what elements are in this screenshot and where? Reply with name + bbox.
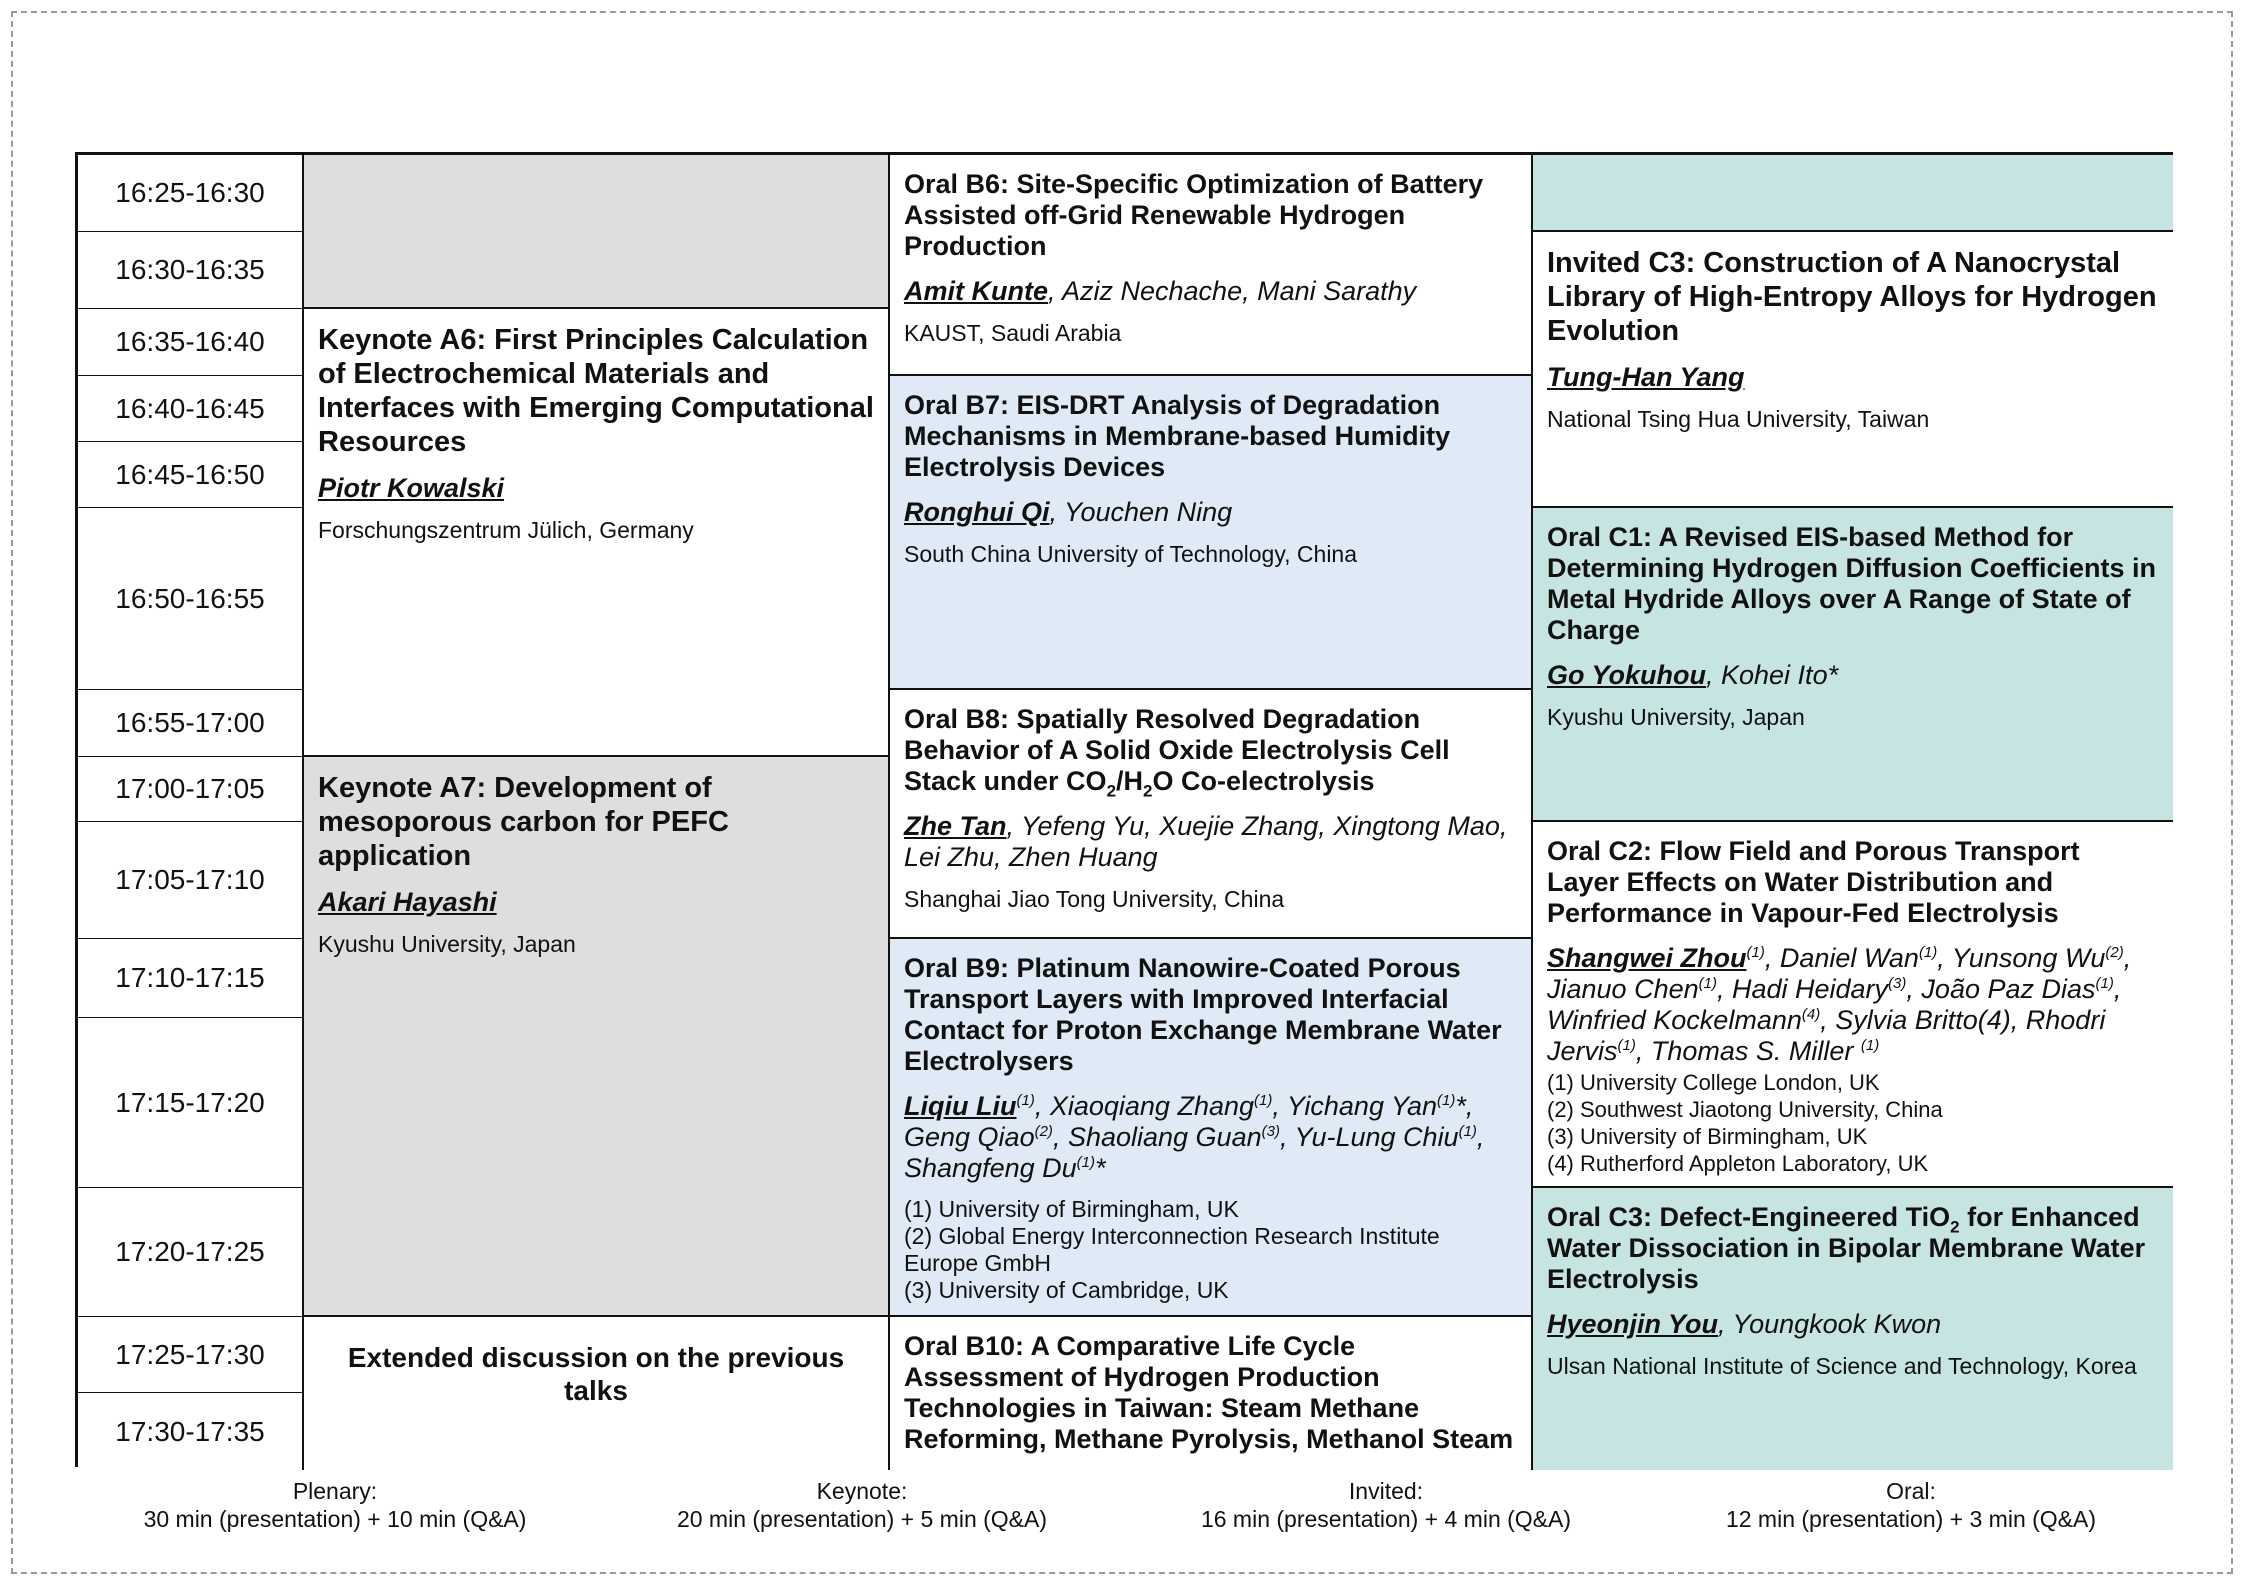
- coauthors: , Aziz Nechache, Mani Sarathy: [1048, 276, 1417, 306]
- subscript: 2: [1143, 781, 1153, 801]
- affiliation-marker: (1): [1918, 944, 1938, 961]
- time-slot: 17:10-17:15: [78, 939, 304, 1018]
- talk-affiliation: KAUST, Saudi Arabia: [904, 320, 1122, 346]
- legend-detail: 12 min (presentation) + 3 min (Q&A): [1725, 1506, 2097, 1532]
- time-slot: 17:00-17:05: [78, 757, 304, 822]
- talk-authors: [904, 276, 1517, 307]
- author-name: Yu-Lung Chiu: [1294, 1122, 1459, 1152]
- talk-authors: [1547, 362, 2159, 393]
- legend-plenary: [75, 1477, 595, 1533]
- author-name: Winfried Kockelmann: [1547, 1005, 1802, 1035]
- schedule-table: [75, 152, 2173, 1467]
- keynote-a7: [304, 757, 890, 1317]
- affiliation-line: (1) University College London, UK: [1547, 1070, 1880, 1095]
- coauthors: , Yefeng Yu, Xuejie Zhang, Xingtong Mao, Lei Zhu, Zhen Huang: [904, 811, 1508, 872]
- oral-b7: [890, 376, 1533, 690]
- author-separator: ,: [1937, 943, 1952, 973]
- author-separator: *: [1094, 1153, 1106, 1183]
- title-part: Oral B8: Spatially Resolved Degradation Behavior of A Solid Oxide Electrolysis Cell Stack under CO: [904, 704, 1450, 796]
- affiliation-marker: (1): [1698, 975, 1717, 992]
- talk-affiliation: Kyushu University, Japan: [1547, 704, 1805, 730]
- talk-affiliation: Forschungszentrum Jülich, Germany: [318, 517, 694, 543]
- oral-b9: [890, 939, 1533, 1317]
- talk-affiliation: Ulsan National Institute of Science and Technology, Korea: [1547, 1353, 2137, 1379]
- talk-authors: [904, 497, 1517, 528]
- affiliation-line: (4) Rutherford Appleton Laboratory, UK: [1547, 1151, 1929, 1176]
- legend-detail: 16 min (presentation) + 4 min (Q&A): [1200, 1506, 1572, 1532]
- talk-authors: [318, 473, 874, 504]
- affiliation-line: (1) University of Birmingham, UK: [904, 1196, 1239, 1222]
- affiliation-marker: (1): [1437, 1092, 1456, 1109]
- talk-title: [1547, 1202, 2159, 1295]
- talk-authors: [1547, 1309, 2159, 1340]
- presenter-name: Hyeonjin You: [1547, 1309, 1719, 1339]
- oral-c1: [1533, 508, 2173, 822]
- author-separator: ,: [1052, 1122, 1068, 1152]
- author-name: João Paz Dias: [1921, 974, 2096, 1004]
- title-part: /H: [1116, 766, 1144, 796]
- author-name: Jianuo Chen: [1547, 974, 1699, 1004]
- author-name: Yunsong Wu: [1951, 943, 2106, 973]
- talk-title: Oral B9: Platinum Nanowire-Coated Porous Transport Layers with Improved Interfacial Contact for Proton Exchange Membrane Water Electrolysers: [904, 953, 1502, 1076]
- title-part: for Enhanced Water Dissociation in Bipolar Membrane Water Electrolysis: [1547, 1202, 2146, 1294]
- talk-authors: [904, 811, 1517, 873]
- coauthors: , Kohei Ito*: [1706, 660, 1839, 690]
- discussion-slot: [304, 1317, 890, 1470]
- talk-authors: [1547, 660, 2159, 691]
- coauthors: , Youngkook Kwon: [1718, 1309, 1942, 1339]
- legend-oral: [1651, 1477, 2171, 1533]
- author-separator: ,: [1906, 974, 1922, 1004]
- talk-affiliations: [1547, 1069, 2159, 1177]
- author-name: Xiaoqiang Zhang: [1049, 1091, 1255, 1121]
- affiliation-marker: (1): [1254, 1092, 1273, 1109]
- oral-b6: [890, 155, 1533, 376]
- time-slot: 17:30-17:35: [78, 1393, 304, 1470]
- author-separator: ,: [1272, 1091, 1287, 1121]
- time-slot: 16:30-16:35: [78, 232, 304, 309]
- affiliation-line: (3) University of Cambridge, UK: [904, 1277, 1229, 1303]
- time-slot: 16:50-16:55: [78, 508, 304, 690]
- author-separator: ,: [1279, 1122, 1295, 1152]
- affiliation-marker: (2): [2105, 944, 2124, 961]
- time-slot: 16:35-16:40: [78, 309, 304, 376]
- affiliation-marker: (1): [1617, 1037, 1636, 1054]
- talk-title: Oral B10: A Comparative Life Cycle Assessment of Hydrogen Production Technologies in Taiwan: Steam Methane Reforming, Methane Pyrolysis, Methanol Steam: [904, 1331, 1514, 1454]
- oral-b8: [890, 690, 1533, 939]
- presenter-name: Piotr Kowalski: [318, 473, 505, 503]
- affiliation-marker: (1): [1746, 944, 1765, 961]
- affiliation-marker: (1): [1458, 1123, 1477, 1140]
- author-name: Shangfeng Du: [904, 1153, 1077, 1183]
- affiliation-line: (2) Southwest Jiaotong University, China: [1547, 1097, 1943, 1122]
- talk-affiliations: [904, 1196, 1517, 1304]
- coauthors: , Youchen Ning: [1049, 497, 1233, 527]
- legend-label: Keynote:: [816, 1478, 908, 1504]
- keynote-a6: [304, 309, 890, 757]
- talk-authors: [1547, 943, 2159, 1067]
- author-name: Thomas S. Miller: [1650, 1036, 1861, 1066]
- author-name: Sylvia Britto(4), Rhodri Jervis: [1547, 1005, 2106, 1066]
- legend-label: Invited:: [1348, 1478, 1424, 1504]
- talk-affiliation: Kyushu University, Japan: [318, 931, 576, 957]
- legend-label: Plenary:: [292, 1478, 378, 1504]
- author-separator: ,: [1635, 1036, 1651, 1066]
- title-part: O Co-electrolysis: [1152, 766, 1375, 796]
- presenter-name: Go Yokuhou: [1547, 660, 1706, 690]
- legend-label: Oral:: [1886, 1478, 1936, 1504]
- empty-slot: [1533, 155, 2173, 232]
- legend-detail: 30 min (presentation) + 10 min (Q&A): [143, 1506, 527, 1532]
- affiliation-marker: (4): [1801, 1006, 1821, 1023]
- oral-c3: [1533, 1188, 2173, 1470]
- author-separator: ,: [1764, 943, 1780, 973]
- talk-authors: [904, 1091, 1517, 1184]
- duration-legend: [75, 1477, 2173, 1537]
- time-slot: 16:45-16:50: [78, 442, 304, 508]
- author-name: Yichang Yan: [1286, 1091, 1438, 1121]
- legend-invited: [1126, 1477, 1646, 1533]
- time-slot: 17:15-17:20: [78, 1018, 304, 1188]
- talk-title: Oral C2: Flow Field and Porous Transport Layer Effects on Water Distribution and Performance in Vapour-Fed Electrolysis: [1547, 836, 2080, 928]
- author-separator: ,: [1716, 974, 1732, 1004]
- talk-title: [904, 704, 1517, 801]
- time-slot: 17:20-17:25: [78, 1188, 304, 1317]
- author-separator: ,: [2113, 974, 2122, 1004]
- affiliation-marker: (1): [1016, 1092, 1035, 1109]
- author-name: Shaoliang Guan: [1067, 1122, 1262, 1152]
- time-slot: 16:25-16:30: [78, 155, 304, 232]
- legend-keynote: [602, 1477, 1122, 1533]
- author-separator: ,: [1034, 1091, 1050, 1121]
- affiliation-marker: (2): [1034, 1123, 1053, 1140]
- affiliation-marker: (1): [2095, 975, 2114, 992]
- affiliation-marker: (3): [1261, 1123, 1280, 1140]
- talk-title: Keynote A7: Development of mesoporous carbon for PEFC application: [318, 772, 729, 872]
- talk-title: Keynote A6: First Principles Calculation of Electrochemical Materials and Interfaces with Emerging Computational Resources: [318, 324, 874, 458]
- talk-title: Invited C3: Construction of A Nanocrystal Library of High-Entropy Alloys for Hydrogen Evolution: [1547, 247, 2157, 347]
- presenter-name: Shangwei Zhou: [1547, 943, 1747, 973]
- affiliation-marker: (3): [1888, 975, 1907, 992]
- presenter-name: Ronghui Qi: [904, 497, 1050, 527]
- author-name: Hadi Heidary: [1731, 974, 1889, 1004]
- talk-title: Oral C1: A Revised EIS-based Method for Determining Hydrogen Diffusion Coefficients in Metal Hydride Alloys over A Range of State of Charge: [1547, 522, 2157, 645]
- author-separator: ,: [1476, 1122, 1485, 1152]
- time-slot: 17:05-17:10: [78, 822, 304, 939]
- talk-affiliation: South China University of Technology, China: [904, 541, 1358, 567]
- affiliation-line: (2) Global Energy Interconnection Research Institute Europe GmbH: [904, 1223, 1440, 1276]
- author-name: Geng Qiao: [904, 1122, 1035, 1152]
- author-separator: *,: [1455, 1091, 1474, 1121]
- presenter-name: Amit Kunte: [904, 276, 1048, 306]
- time-slot: 16:40-16:45: [78, 376, 304, 442]
- affiliation-line: (3) University of Birmingham, UK: [1547, 1124, 1868, 1149]
- author-separator: ,: [2123, 943, 2132, 973]
- presenter-name: Akari Hayashi: [318, 887, 497, 917]
- legend-detail: 20 min (presentation) + 5 min (Q&A): [676, 1506, 1048, 1532]
- empty-slot: [304, 155, 890, 309]
- time-slot: 17:25-17:30: [78, 1317, 304, 1393]
- oral-c2: [1533, 822, 2173, 1188]
- author-name: Daniel Wan: [1779, 943, 1919, 973]
- talk-title: Oral B7: EIS-DRT Analysis of Degradation Mechanisms in Membrane-based Humidity Electrolysis Devices: [904, 390, 1451, 482]
- discussion-text: Extended discussion on the previous talks: [347, 1342, 845, 1406]
- talk-affiliation: National Tsing Hua University, Taiwan: [1547, 406, 1930, 432]
- time-slot: 16:55-17:00: [78, 690, 304, 757]
- title-part: Oral C3: Defect-Engineered TiO: [1547, 1202, 1951, 1232]
- presenter-name: Liqiu Liu: [904, 1091, 1017, 1121]
- author-separator: ,: [1820, 1005, 1836, 1035]
- invited-c3: [1533, 232, 2173, 508]
- presenter-name: Tung-Han Yang: [1547, 362, 1745, 392]
- presenter-name: Zhe Tan: [904, 811, 1007, 841]
- talk-affiliation: Shanghai Jiao Tong University, China: [904, 886, 1285, 912]
- subscript: 2: [1950, 1217, 1960, 1237]
- oral-b10: [890, 1317, 1533, 1470]
- affiliation-marker: (1): [1860, 1037, 1880, 1054]
- subscript: 2: [1106, 781, 1117, 801]
- talk-title: Oral B6: Site-Specific Optimization of Battery Assisted off-Grid Renewable Hydrogen Production: [904, 169, 1484, 261]
- affiliation-marker: (1): [1076, 1154, 1095, 1171]
- talk-authors: [318, 887, 874, 918]
